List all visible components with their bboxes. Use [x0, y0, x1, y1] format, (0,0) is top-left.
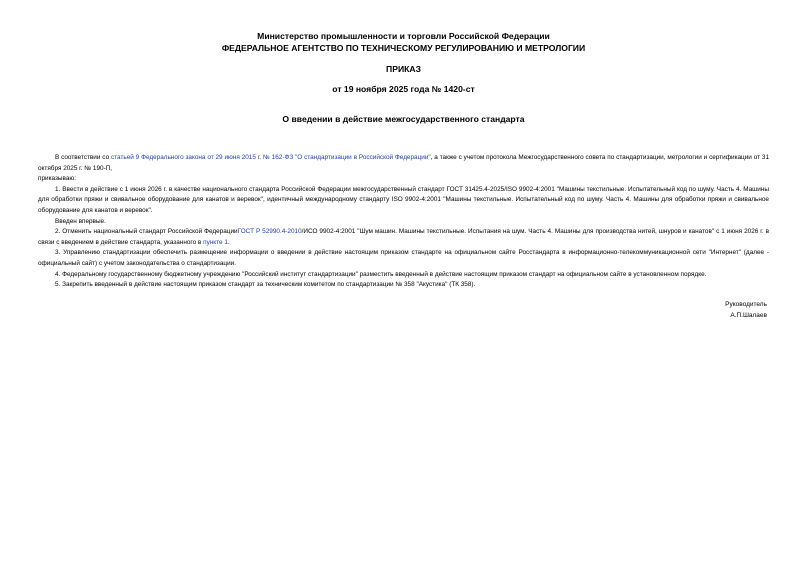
item-1-reference-link[interactable]: пункте 1 [203, 238, 228, 246]
first-time-note: Введен впервые. [55, 217, 106, 225]
preamble-paragraph [38, 153, 769, 174]
gost-r-link[interactable]: ГОСТ Р 52990.4-2010 [237, 228, 302, 236]
agency-name: ФЕДЕРАЛЬНОЕ АГЕНТСТВО ПО ТЕХНИЧЕСКОМУ РЕГУЛИРОВАНИЮ И МЕТРОЛОГИИ [221, 43, 586, 53]
item-5: 5. Закрепить введенный в действие настоящим приказом стандарт за техническим комитетом по стандартизации № 358 "Акустика" (ТК 358). [55, 281, 476, 289]
document-subject: О введении в действие межгосударственного стандарта [282, 114, 525, 124]
item-2-text-3: . [227, 238, 230, 246]
signature-block [467, 300, 767, 322]
document-type: ПРИКАЗ [386, 64, 421, 74]
item-3: 3. Управлению стандартизации обеспечить размещение информации о введении в действие настоящим приказом стандарте на официальном сайте Росстандарта в информационно-телекоммуникационной сети "Интернет" (далее - официальный сайт) с учетом законодательства о стандартизации. [38, 249, 769, 267]
federal-law-link[interactable]: статьей 9 Федерального закона от 29 июня 2015 г. № 162-ФЗ "О стандартизации в Российской Федерации" [110, 154, 431, 161]
signatory-name: А.П.Шалаев [730, 311, 767, 319]
item-2 [38, 227, 769, 248]
item-4: 4. Федеральному государственному бюджетному учреждению "Российский институт стандартизации" разместить введенный в действие настоящим приказом стандарт на официальном сайте в установленном порядке. [55, 270, 707, 278]
document-body [38, 153, 769, 291]
preamble-text-1: В соответствии со [55, 154, 111, 161]
preamble-text-2: , а также с учетом протокола Межгосударственного совета по стандартизации, метрологии и сертификации от 31 октября 2025 г. № 190-П, [38, 154, 770, 172]
document-date-number: от 19 ноября 2025 года № 1420-ст [332, 84, 475, 94]
item-1: 1. Ввести в действие с 1 июня 2026 г. в качестве национального стандарта Российской Федерации межгосударственный стандарт ГОСТ 31425.4-2025/ISO 9902-4:2001 "Машины текстильные. Испытательный код по шуму. Часть 4. Машины для обработки пряжи и свивальное оборудование для канатов и веревок", идентичный международному стандарту ISO 9902-4:2001 "Машины текстильные. Испытательный код по шуму. Часть 4. Машины для обработки пряжи и свивальное оборудование для канатов и веревок". [38, 185, 769, 214]
item-2-text-2: /ИСО 9902-4:2001 "Шум машин. Машины текстильные. Испытания на шум. Часть 4. Машины для производства нитей, шнуров и канатов" с 1 июня 2026 г. в связи с введением в действие стандарта, указанного в [38, 228, 770, 246]
item-2-text-1: 2. Отменить национальный стандарт Российской Федерации [55, 228, 238, 236]
signatory-title: Руководитель [725, 301, 767, 308]
ministry-name: Министерство промышленности и торговли Российской Федерации [257, 31, 550, 41]
order-word: приказываю: [38, 175, 76, 183]
